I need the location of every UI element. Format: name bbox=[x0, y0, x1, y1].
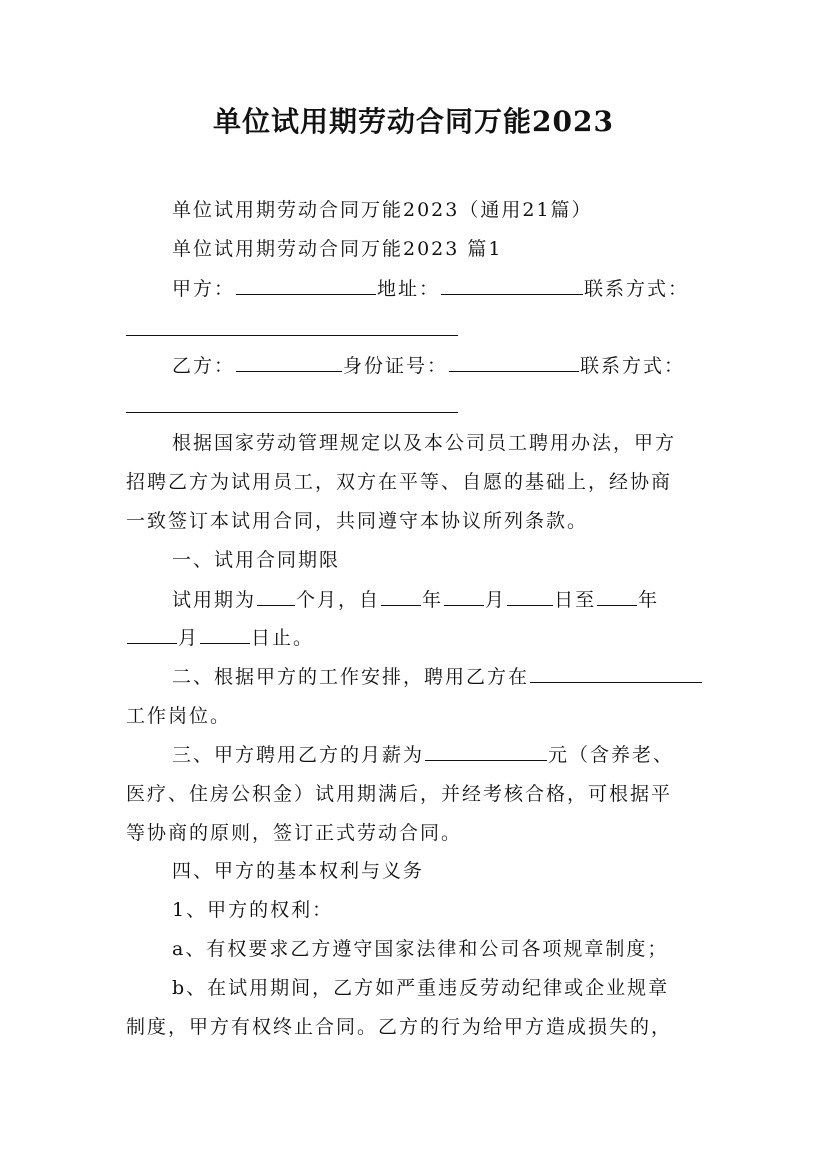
clause3-text-2: 元（含养老、 bbox=[548, 744, 675, 766]
months-blank[interactable] bbox=[257, 585, 295, 606]
clause1-text-5: 日至 bbox=[554, 589, 597, 611]
document-title: 单位试用期劳动合同万能2023 bbox=[213, 105, 614, 138]
para1-line2: 招聘乙方为试用员工，双方在平等、自愿的基础上，经协商 bbox=[126, 471, 673, 493]
party-a-label: 甲方： bbox=[172, 278, 236, 300]
party-a-line bbox=[172, 274, 689, 304]
clause1-text-4: 月 bbox=[485, 589, 507, 611]
end-day-blank[interactable] bbox=[200, 623, 250, 644]
party-a-contact-label: 联系方式： bbox=[584, 278, 690, 300]
clause1-text-8: 日止。 bbox=[251, 627, 315, 649]
clause3-line2: 医疗、住房公积金）试用期满后，并经考核合格，可根据平 bbox=[126, 783, 673, 805]
clause2-line2: 工作岗位。 bbox=[126, 705, 232, 727]
end-month-blank[interactable] bbox=[127, 623, 177, 644]
clause1-text-6: 年 bbox=[638, 589, 660, 611]
clause4-item-a: a、有权要求乙方遵守国家法律和公司各项规章制度； bbox=[172, 938, 669, 960]
clause1-heading: 一、试用合同期限 bbox=[172, 549, 341, 571]
end-year-blank[interactable] bbox=[597, 585, 637, 606]
party-b-id-blank[interactable] bbox=[449, 351, 579, 372]
clause1-text-2: 个月，自 bbox=[296, 589, 381, 611]
party-b-id-label: 身份证号： bbox=[343, 355, 449, 377]
party-b-line bbox=[172, 351, 685, 381]
position-blank[interactable] bbox=[530, 662, 702, 683]
clause1-text-3: 年 bbox=[422, 589, 444, 611]
clause4-heading: 四、甲方的基本权利与义务 bbox=[172, 860, 425, 882]
party-b-contact-label: 联系方式： bbox=[580, 355, 686, 377]
section-heading: 单位试用期劳动合同万能2023 篇1 bbox=[172, 238, 503, 260]
party-b-name-blank[interactable] bbox=[236, 351, 342, 372]
clause4-item-b-line2: 制度，甲方有权终止合同。乙方的行为给甲方造成损失的， bbox=[126, 1016, 673, 1038]
para1-line1: 根据国家劳动管理规定以及本公司员工聘用办法，甲方 bbox=[172, 432, 677, 454]
start-year-blank[interactable] bbox=[381, 585, 421, 606]
clause1-text-7: 月 bbox=[178, 627, 200, 649]
clause3-text-1: 三、甲方聘用乙方的月薪为 bbox=[172, 744, 425, 766]
clause4-item-b-line1: b、在试用期间，乙方如严重违反劳动纪律或企业规章 bbox=[172, 977, 670, 999]
clause2-text-1: 二、根据甲方的工作安排，聘用乙方在 bbox=[172, 666, 530, 688]
party-a-contact-blank[interactable] bbox=[126, 335, 458, 336]
clause1-text-1: 试用期为 bbox=[172, 589, 257, 611]
party-a-name-blank[interactable] bbox=[236, 274, 376, 295]
document-subtitle: 单位试用期劳动合同万能2023（通用21篇） bbox=[172, 199, 593, 221]
clause1-period-line bbox=[172, 585, 659, 615]
para1-line3: 一致签订本试用合同，共同遵守本协议所列条款。 bbox=[126, 510, 589, 532]
salary-blank[interactable] bbox=[425, 740, 547, 761]
clause1-period-line-2 bbox=[126, 623, 314, 653]
clause4-sub1: 1、甲方的权利： bbox=[172, 899, 334, 921]
party-a-address-label: 地址： bbox=[377, 278, 441, 300]
start-day-blank[interactable] bbox=[507, 585, 553, 606]
clause2-line1 bbox=[172, 662, 703, 692]
party-a-address-blank[interactable] bbox=[441, 274, 583, 295]
start-month-blank[interactable] bbox=[444, 585, 484, 606]
clause3-line1 bbox=[172, 740, 674, 770]
party-b-label: 乙方： bbox=[172, 355, 236, 377]
clause3-line3: 等协商的原则，签订正式劳动合同。 bbox=[126, 822, 463, 844]
party-b-contact-blank[interactable] bbox=[126, 412, 458, 413]
